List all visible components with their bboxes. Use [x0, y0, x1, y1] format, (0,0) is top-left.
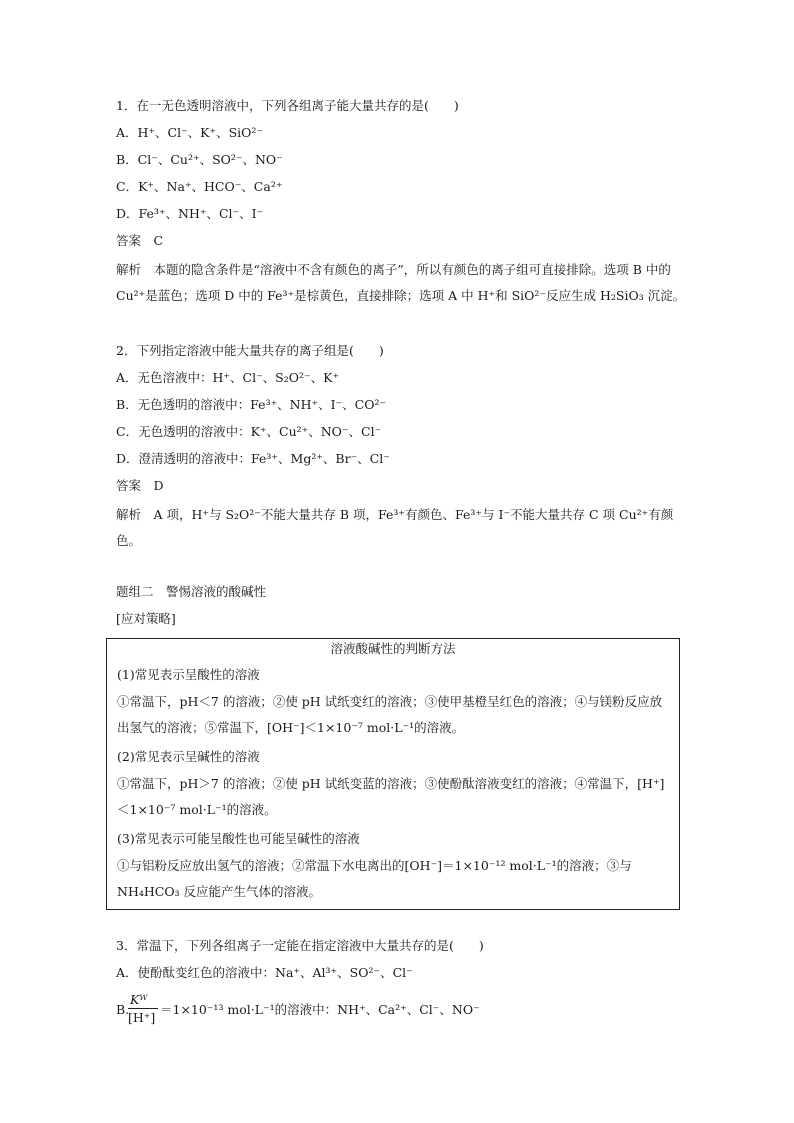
strategy-label: [应对策略]	[116, 611, 176, 626]
box-heading-acidic: (1)常见表示呈酸性的溶液	[117, 667, 260, 682]
box-text-either: ①与铝粉反应放出氢气的溶液；②常温下水电离出的[OH⁻]＝1×10⁻¹² mol·L⁻¹的溶液；③与 NH₄HCO₃ 反应能产生气体的溶液。	[117, 858, 632, 899]
q2-answer: 答案 D	[116, 478, 164, 493]
q2-analysis: 解析 A 项，H⁺与 S₂O²⁻不能大量共存 B 项，Fe³⁺有颜色、Fe³⁺与 I⁻不能大量共存 C 项 Cu²⁺有颜色。	[116, 507, 674, 548]
kw-numerator: Kᵂ	[130, 992, 148, 1007]
group2-title: 题组二 警惕溶液的酸碱性	[116, 584, 267, 599]
q2-option-b: B．无色透明的溶液中：Fe³⁺、NH⁺、I⁻、CO²⁻	[116, 397, 387, 412]
q1-option-d: D．Fe³⁺、NH⁺、Cl⁻、I⁻	[116, 206, 264, 221]
box-title: 溶液酸碱性的判断方法	[330, 641, 456, 656]
q1-option-b: B．Cl⁻、Cu²⁺、SO²⁻、NO⁻	[116, 152, 283, 167]
q2-stem: 2．下列指定溶液中能大量共存的离子组是( )	[116, 343, 384, 358]
q3-option-b-prefix: B.	[116, 1002, 130, 1017]
q3-stem: 3．常温下，下列各组离子一定能在指定溶液中大量共存的是( )	[116, 938, 484, 953]
q1-option-a: A．H⁺、Cl⁻、K⁺、SiO²⁻	[116, 125, 264, 140]
q1-answer: 答案 C	[116, 233, 164, 248]
q2-option-c: C．无色透明的溶液中：K⁺、Cu²⁺、NO⁻、Cl⁻	[116, 424, 382, 439]
acidity-method-box	[106, 638, 680, 910]
box-heading-basic: (2)常见表示呈碱性的溶液	[117, 749, 260, 764]
q3-option-a: A．使酚酞变红色的溶液中：Na⁺、Al³⁺、SO²⁻、Cl⁻	[116, 965, 413, 980]
fraction-bar	[128, 1008, 158, 1009]
box-text-basic: ①常温下，pH＞7 的溶液；②使 pH 试纸变蓝的溶液；③使酚酞溶液变红的溶液；④常温下，[H⁺]＜1×10⁻⁷ mol·L⁻¹的溶液。	[117, 776, 665, 817]
q3-option-b-text: ＝1×10⁻¹³ mol·L⁻¹的溶液中：NH⁺、Ca²⁺、Cl⁻、NO⁻	[160, 1002, 480, 1017]
q1-stem: 1．在一无色透明溶液中，下列各组离子能大量共存的是( )	[116, 98, 459, 113]
q1-option-c: C．K⁺、Na⁺、HCO⁻、Ca²⁺	[116, 179, 283, 194]
box-text-acidic: ①常温下，pH＜7 的溶液；②使 pH 试纸变红的溶液；③使甲基橙呈红色的溶液；④与镁粉反应放出氢气的溶液；⑤常温下，[OH⁻]＜1×10⁻⁷ mol·L⁻¹的溶液。	[117, 694, 663, 735]
q2-option-a: A．无色溶液中：H⁺、Cl⁻、S₂O²⁻、K⁺	[116, 370, 340, 385]
q2-option-d: D．澄清透明的溶液中：Fe³⁺、Mg²⁺、Br⁻、Cl⁻	[116, 451, 390, 466]
h-denominator: [H⁺]	[128, 1010, 156, 1025]
q1-analysis: 解析 本题的隐含条件是“溶液中不含有颜色的离子”，所以有颜色的离子组可直接排除。选项 B 中的 Cu²⁺是蓝色；选项 D 中的 Fe³⁺是棕黄色，直接排除；选项 A 中 H⁺和 SiO²⁻反应生成 H₂SiO₃ 沉淀。	[116, 262, 686, 303]
box-heading-either: (3)常见表示可能呈酸性也可能呈碱性的溶液	[117, 831, 360, 846]
